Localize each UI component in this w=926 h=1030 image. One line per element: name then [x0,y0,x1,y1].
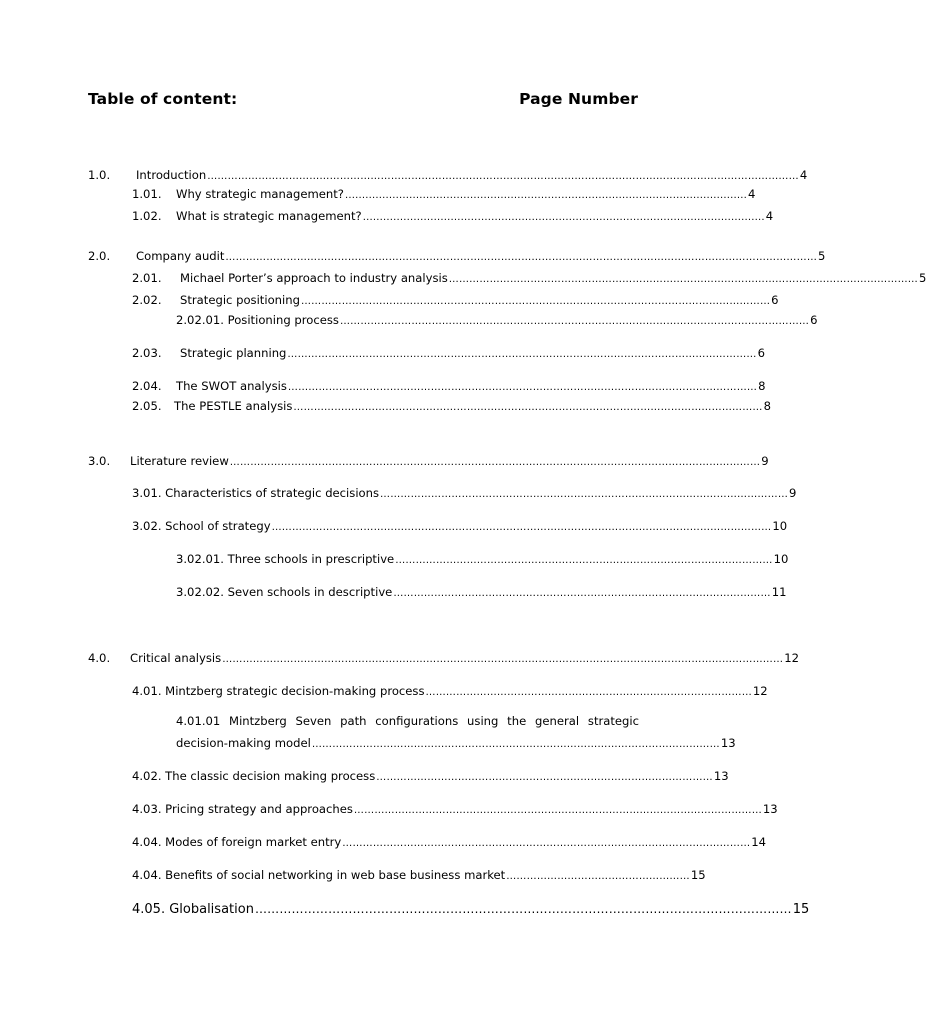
entry-number: 2.01. [132,271,162,285]
entry-page: 12 [784,651,799,665]
entry-title: Company audit [136,249,225,263]
toc-entry[interactable] [132,868,706,883]
entry-number: 1.0. [88,168,111,182]
entry-title: Literature review [130,454,229,468]
entry-title: 4.01. Mintzberg strategic decision-making process [132,684,425,698]
entry-page: 4 [799,168,808,182]
entry-number: 3.0. [88,454,111,468]
dot-leader: …………………………………………………………………………………………………………………… [254,902,792,916]
entry-title: decision-making model [176,736,311,750]
toc-entry[interactable] [176,585,787,600]
entry-title: What is strategic management? [176,209,362,223]
toc-entry[interactable] [176,736,736,751]
dot-leader: ………………………………………………………………………………………………………………………… [287,382,758,393]
dot-leader: ………………………………………………………………………………………………………………………… [339,316,810,327]
entry-page: 6 [810,313,818,327]
entry-title: The PESTLE analysis [174,399,293,413]
dot-leader: ………………………………………………………………………………………………………… [380,489,789,500]
dot-leader: ………………………………………………………………………………………………………………………………………… [229,457,761,468]
toc-entry[interactable] [132,293,779,308]
dot-leader: ………………………………………………………………………………………………………………………… [287,349,757,360]
entry-page: 15 [690,868,706,882]
entry-number: 2.03. [132,346,162,360]
entry-title: Strategic planning [180,346,287,360]
entry-page: 10 [773,552,789,566]
toc-title: Table of content: [88,90,238,108]
dot-leader: ………………………………………………………………………………………………………… [311,739,720,750]
toc-entry[interactable] [132,399,772,414]
toc-entry[interactable] [176,552,789,567]
entry-title: 2.02.01. Positioning process [176,313,339,327]
entry-number: 2.02. [132,293,162,307]
dot-leader: ………………………………………………………………………………………………………………………… [293,402,763,413]
entry-page: 8 [758,379,766,393]
dot-leader: ……………………………………………………………………………………… [376,772,713,783]
toc-entry[interactable] [132,684,768,699]
entry-title: 3.02. School of strategy [132,519,271,533]
toc-entry-wrapped-line[interactable]: 4.01.01 Mintzberg Seven path configurations using the general strategic [176,714,639,728]
toc-entry[interactable] [132,271,926,286]
dot-leader: ………………………………………………………………………………………………………………………………………………… [222,654,784,665]
entry-page: 9 [761,454,769,468]
entry-title: 4.04. Benefits of social networking in web base business market [132,868,506,882]
entry-number: 1.02. [132,209,162,223]
toc-entry[interactable] [88,651,799,666]
entry-page: 4 [748,187,756,201]
dot-leader: ………………………………………………………………………………………………………… [353,805,762,816]
entry-page: 11 [771,585,787,599]
entry-page: 13 [762,802,778,816]
toc-entry[interactable] [88,249,826,264]
entry-title: 3.02.01. Three schools in prescriptive [176,552,395,566]
dot-leader: ………………………………………………………………………………………………… [393,588,771,599]
entry-title: Strategic positioning [180,293,300,307]
entry-page: 10 [772,519,788,533]
dot-leader: ………………………………………………………………………………………………… [395,555,773,566]
dot-leader: ………………………………………………………………………………………………………… [342,838,751,849]
entry-title: 4.04. Modes of foreign market entry [132,835,342,849]
dot-leader: …………………………………………………………………………………… [425,687,752,698]
toc-entry[interactable] [132,802,778,817]
entry-page: 4 [765,209,774,223]
entry-number: 2.04. [132,379,162,393]
entry-title: 4.02. The classic decision making process [132,769,376,783]
entry-title: Critical analysis [130,651,222,665]
entry-number: 2.0. [88,249,111,263]
dot-leader: ....................................................................................................................... [344,190,748,201]
toc-entry[interactable] [132,346,765,361]
entry-number: 4.0. [88,651,111,665]
entry-title: 3.02.02. Seven schools in descriptive [176,585,393,599]
dot-leader: ……………………………………………… [506,871,690,882]
entry-page: 12 [752,684,768,698]
toc-entry[interactable] [132,187,756,202]
entry-page: 14 [751,835,767,849]
entry-page: 15 [792,902,810,917]
entry-page: 8 [763,399,772,413]
entry-number: 1.01. [132,187,162,201]
toc-entry[interactable] [132,379,766,394]
toc-entry[interactable] [132,835,767,850]
dot-leader: ………………………………………………………………………………………………………………………………………………………… [225,252,818,263]
entry-title: Why strategic management? [176,187,344,201]
entry-title: Michael Porter’s approach to industry analysis [180,271,448,285]
entry-number: 2.05. [132,399,162,413]
dot-leader: ………………………………………………………………………………………………………………………… [300,296,771,307]
toc-entry[interactable] [132,519,788,534]
toc-entry[interactable] [88,168,808,183]
entry-title: 4.05. Globalisation [132,902,254,917]
entry-title: 3.01. Characteristics of strategic decisions [132,486,380,500]
entry-title: 4.03. Pricing strategy and approaches [132,802,353,816]
toc-entry[interactable] [132,209,774,224]
entry-title: The SWOT analysis [176,379,287,393]
entry-page: 5 [918,271,926,285]
dot-leader: ………………………………………………………………………………………………………………………………… [271,522,772,533]
entry-page: 13 [713,769,729,783]
entry-title: Introduction [136,168,207,182]
toc-entry[interactable] [176,313,818,328]
entry-page: 6 [771,293,779,307]
dot-leader: ………………………………………………………………………………………………………………………… [448,274,918,285]
dot-leader: ....................................................................................................................... [362,212,765,223]
entry-page: 13 [720,736,736,750]
toc-entry[interactable] [132,901,810,918]
entry-page: 5 [818,249,826,263]
toc-entry[interactable] [88,454,769,469]
entry-page: 6 [757,346,765,360]
dot-leader: ………………………………………………………………………………………………………………………………………………………… [207,171,799,182]
page-number-header: Page Number [519,90,638,108]
entry-page: 9 [789,486,797,500]
toc-entry[interactable] [132,769,729,784]
toc-entry[interactable] [132,486,797,501]
